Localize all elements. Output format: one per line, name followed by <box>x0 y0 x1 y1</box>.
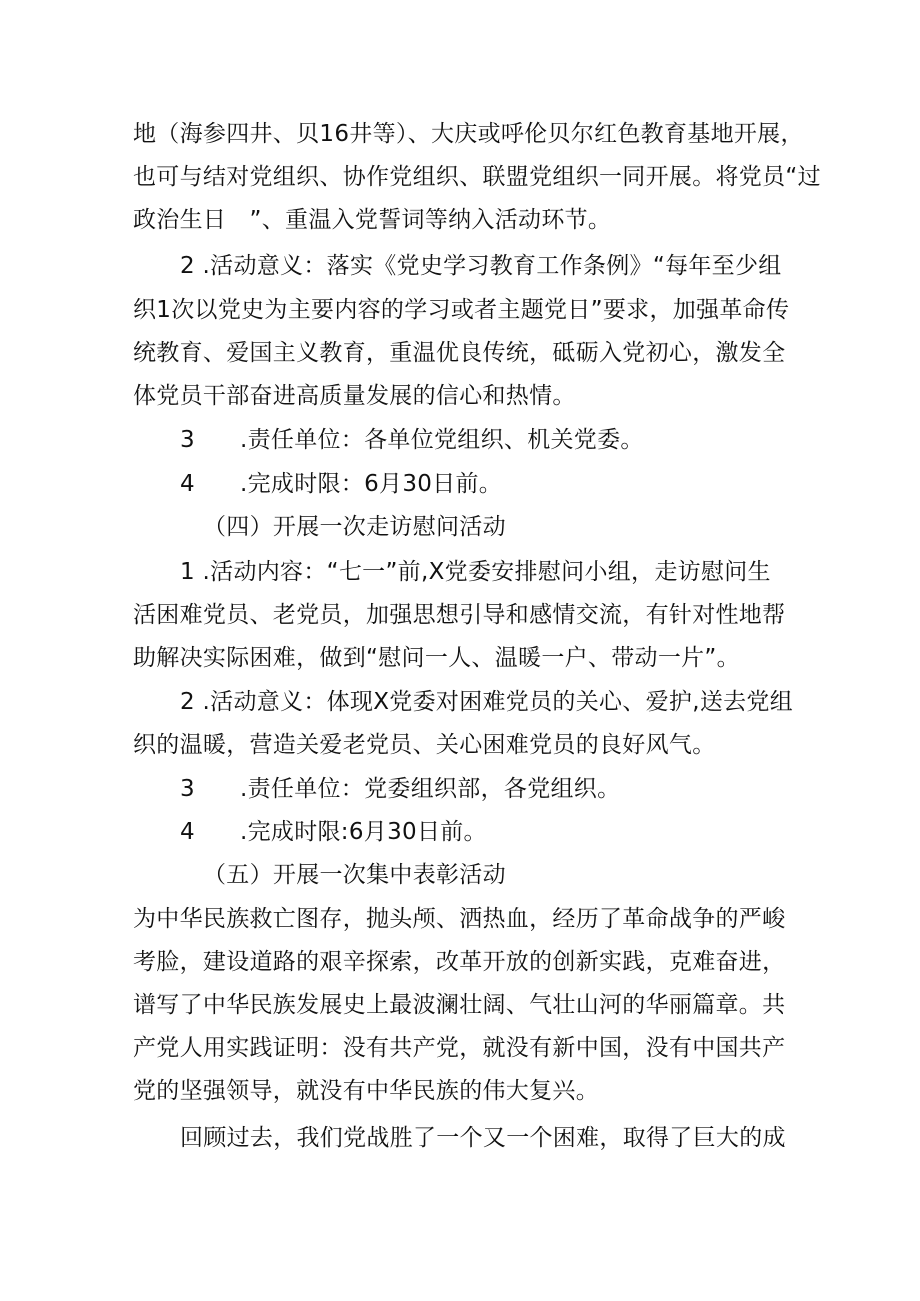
paragraph-line: 地（海参四井、贝16井等）、大庆或呼伦贝尔红色教育基地开展， <box>133 121 804 147</box>
list-item-line: 2 .活动意义：落实《党史学习教育工作条例》“每年至少组 <box>180 253 782 279</box>
list-text: .责任单位：各单位党组织、机关党委。 <box>240 427 644 453</box>
paragraph-line: 织的温暖，营造关爱老党员、关心困难党员的良好风气。 <box>133 732 716 758</box>
paragraph-line: 回顾过去，我们党战胜了一个又一个困难，取得了巨大的成 <box>180 1125 786 1151</box>
paragraph-line: 政治生日 ”、重温入党誓词等纳入活动环节。 <box>133 207 612 233</box>
paragraph-line: 体党员干部奋进高质量发展的信心和热情。 <box>133 383 576 409</box>
list-number: 4 <box>180 471 195 497</box>
paragraph-line: 考脸，建设道路的艰辛探索，改革开放的创新实践，克难奋进， <box>133 949 786 975</box>
list-item-line <box>180 816 487 848</box>
paragraph-line: 织1次以党史为主要内容的学习或者主题党日”要求，加强革命传 <box>133 297 790 323</box>
paragraph-line: 谱写了中华民族发展史上最波澜壮阔、气壮山河的华丽篇章。共 <box>133 992 786 1018</box>
list-item-line <box>180 773 620 805</box>
list-item-line <box>180 424 644 456</box>
paragraph-line: 统教育、爱国主义教育，重温优良传统，砥砺入党初心，激发全 <box>133 340 786 366</box>
paragraph-line: 党的坚强领导，就没有中华民族的伟大复兴。 <box>133 1078 599 1104</box>
list-number: 3 <box>180 776 195 802</box>
paragraph-line: 助解决实际困难，做到“慰问一人、温暖一户、带动一片”。 <box>133 645 740 671</box>
list-number: 3 <box>180 427 195 453</box>
paragraph-line: 活困难党员、老党员，加强思想引导和感情交流，有针对性地帮 <box>133 602 786 628</box>
list-item-line: 1 .活动内容：“七一”前,X党委安排慰问小组，走访慰问生 <box>180 559 771 585</box>
list-item-line <box>180 468 502 500</box>
list-item-line: 2 .活动意义：体现X党委对困难党员的关心、爱护,送去党组 <box>180 689 794 715</box>
section-heading: （四）开展一次走访慰问活动 <box>203 514 506 540</box>
paragraph-line: 也可与结对党组织、协作党组织、联盟党组织一同开展。将党员“过 <box>133 164 821 190</box>
list-text: .完成时限：6月30日前。 <box>240 471 503 497</box>
list-text: .完成时限:6月30日前。 <box>240 819 487 845</box>
paragraph-line: 产党人用实践证明：没有共产党，就没有新中国，没有中国共产 <box>133 1035 786 1061</box>
section-heading: （五）开展一次集中表彰活动 <box>203 862 506 888</box>
list-number: 4 <box>180 819 195 845</box>
paragraph-line: 为中华民族救亡图存，抛头颅、洒热血，经历了革命战争的严峻 <box>133 906 786 932</box>
list-text: .责任单位：党委组织部，各党组织。 <box>240 776 621 802</box>
